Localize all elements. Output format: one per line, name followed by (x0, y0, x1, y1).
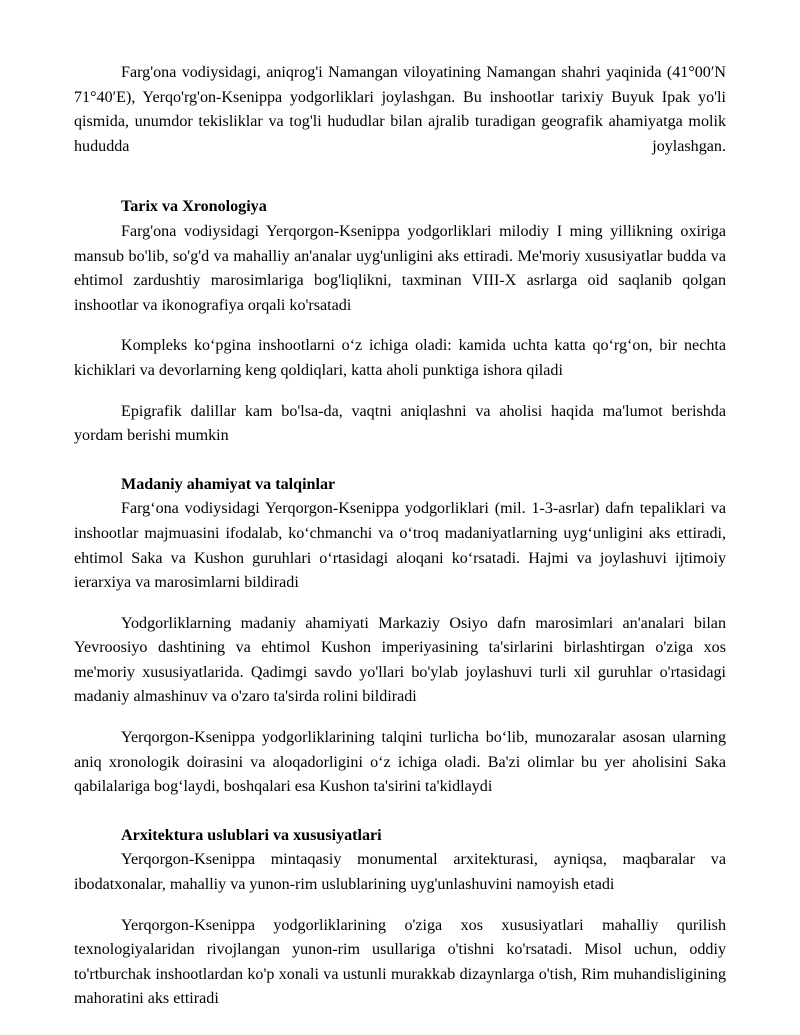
architecture-paragraph-2: Yerqorgon-Ksenippa yodgorliklarining o'ziga xos xususiyatlari mahalliy qurilish texnologiyalaridan rivojlangan yunon-rim usullariga o'tishni ko'rsatadi. Misol uchun, oddiy to'rtburchak inshootlardan ko'p xonali va ustunli murakkab dizaynlarga o'tish, Rim muhandisligining mahoratini aks ettiradi (74, 916, 726, 1008)
section-spacer (74, 449, 726, 473)
paragraph-spacer (74, 384, 726, 400)
paragraph-spacer (74, 318, 726, 334)
architecture-paragraph-1: Yerqorgon-Ksenippa mintaqasiy monumental arxitekturasi, ayniqsa, maqbaralar va ibodatxonalar, mahalliy va yunon-rim uslublarining uyg'unlashuvini namoyish etadi (74, 851, 726, 894)
section-spacer (74, 159, 726, 195)
paragraph-spacer (74, 596, 726, 612)
document-page (74, 61, 726, 1012)
section-heading-history: Tarix va Xronologiya (121, 198, 267, 216)
paragraph-spacer (74, 710, 726, 726)
section-heading-culture: Madaniy ahamiyat va talqinlar (121, 475, 336, 493)
history-paragraph-3: Epigrafik dalillar kam bo'lsa-da, vaqtni aniqlashni va aholisi haqida ma'lumot berishda yordam berishi mumkin (74, 402, 726, 445)
history-paragraph-1: Farg'ona vodiysidagi Yerqorgon-Ksenippa yodgorliklari milodiy I ming yillikning oxiriga mansub bo'lib, so'g'd va mahalliy an'analar uyg'unligini aks ettiradi. Me'moriy xususiyatlar budda va ehtimol zardushtiy marosimlariga bog'liqlikni, taxminan VIII-X asrlarga oid saqlanib qolgan inshootlar va ikonografiya orqali ko'rsatadi (74, 222, 726, 314)
history-paragraph-2: Kompleks ko‘pgina inshootlarni o‘z ichiga oladi: kamida uchta katta qo‘rg‘on, bir nechta kichiklari va devorlarning keng qoldiqlari, katta aholi punktiga ishora qiladi (74, 337, 726, 379)
section-spacer (74, 800, 726, 824)
paragraph-spacer (74, 898, 726, 914)
intro-paragraph: Farg'ona vodiysidagi, aniqrog'i Namangan viloyatining Namangan shahri yaqinida (41°00′N 71°40′E), Yerqo'rg'on-Ksenippa yodgorliklari joylashgan. Bu inshootlar tarixiy Buyuk Ipak yo'li qismida, unumdor tekisliklar va tog'li hududlar bilan ajralib turadigan geografik ahamiyatga molik hududda joylashgan. (74, 64, 726, 155)
culture-paragraph-2: Yodgorliklarning madaniy ahamiyati Markaziy Osiyo dafn marosimlari an'analari bilan Yevroosiyo dashtining va ehtimol Kushon imperiyasining ta'sirlarini birlashtirgan o'ziga xos me'moriy xususiyatlarida. Qadimgi savdo yo'llari bo'ylab joylashuvi turli xil guruhlar o'rtasidagi madaniy almashinuv va o'zaro ta'sirda rolini bildiradi (74, 614, 726, 706)
section-heading-architecture: Arxitektura uslublari va xususiyatlari (121, 826, 382, 844)
culture-paragraph-3: Yerqorgon-Ksenippa yodgorliklarining talqini turlicha bo‘lib, munozaralar asosan ularning aniq xronologik doirasini va aloqadorligini o‘z ichiga oladi. Ba'zi olimlar bu yer aholisini Saka qabilalariga bog‘laydi, boshqalari esa Kushon ta'sirini ta'kidlaydi (74, 729, 726, 796)
culture-paragraph-1: Farg‘ona vodiysidagi Yerqorgon-Ksenippa yodgorliklari (mil. 1-3-asrlar) dafn tepaliklari va inshootlar majmuasini ifodalab, ko‘chmanchi va o‘troq madaniyatlarning uyg‘unligini aks ettiradi, ehtimol Saka va Kushon guruhlari o‘rtasidagi aloqani ko‘rsatadi. Hajmi va joylashuvi ijtimoiy ierarxiya va marosimlarni bildiradi (74, 500, 726, 592)
